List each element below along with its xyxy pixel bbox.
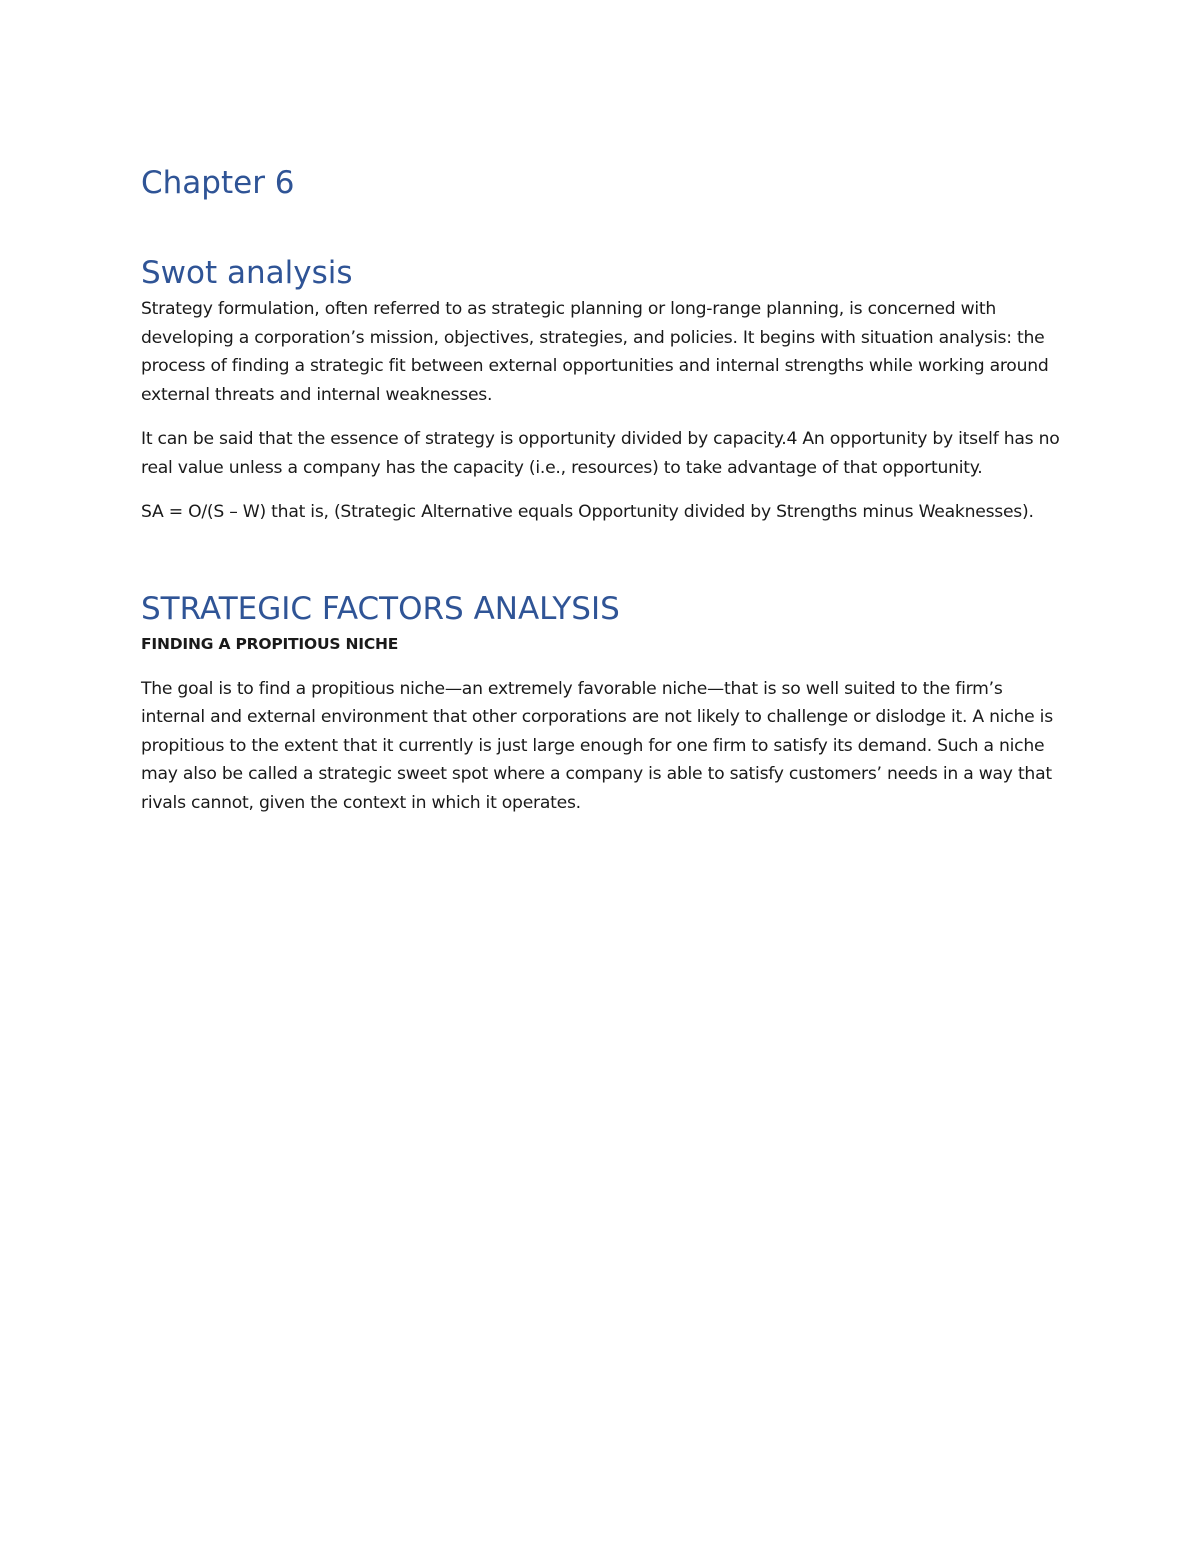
paragraph-swot-1: Strategy formulation, often referred to as strategic planning or long-range planning, is concerned with developing a corporation’s mission, objectives, strategies, and policies. It begins with situation analysis: the process of finding a strategic fit between external opportunities and internal strengths while working around external threats and internal weaknesses. <box>141 299 1049 405</box>
subheading-propitious-niche: FINDING A PROPITIOUS NICHE <box>141 634 399 653</box>
chapter-title: Chapter 6 <box>141 165 295 201</box>
section-heading-swot: Swot analysis <box>141 255 353 291</box>
paragraph-swot-3: SA = O/(S – W) that is, (Strategic Alternative equals Opportunity divided by Strengths minus Weaknesses). <box>141 502 1034 522</box>
section-heading-strategic-factors: STRATEGIC FACTORS ANALYSIS <box>141 590 620 627</box>
paragraph-swot-2: It can be said that the essence of strategy is opportunity divided by capacity.4 An opportunity by itself has no real value unless a company has the capacity (i.e., resources) to take advantage of that opportunity. <box>141 429 1060 478</box>
paragraph-niche-1: The goal is to find a propitious niche—an extremely favorable niche—that is so well suited to the firm’s internal and external environment that other corporations are not likely to challenge or dislodge it. A niche is propitious to the extent that it currently is just large enough for one firm to satisfy its demand. Such a niche may also be called a strategic sweet spot where a company is able to satisfy customers’ needs in a way that rivals cannot, given the context in which it operates. <box>141 678 1053 813</box>
page-content <box>141 160 1071 817</box>
